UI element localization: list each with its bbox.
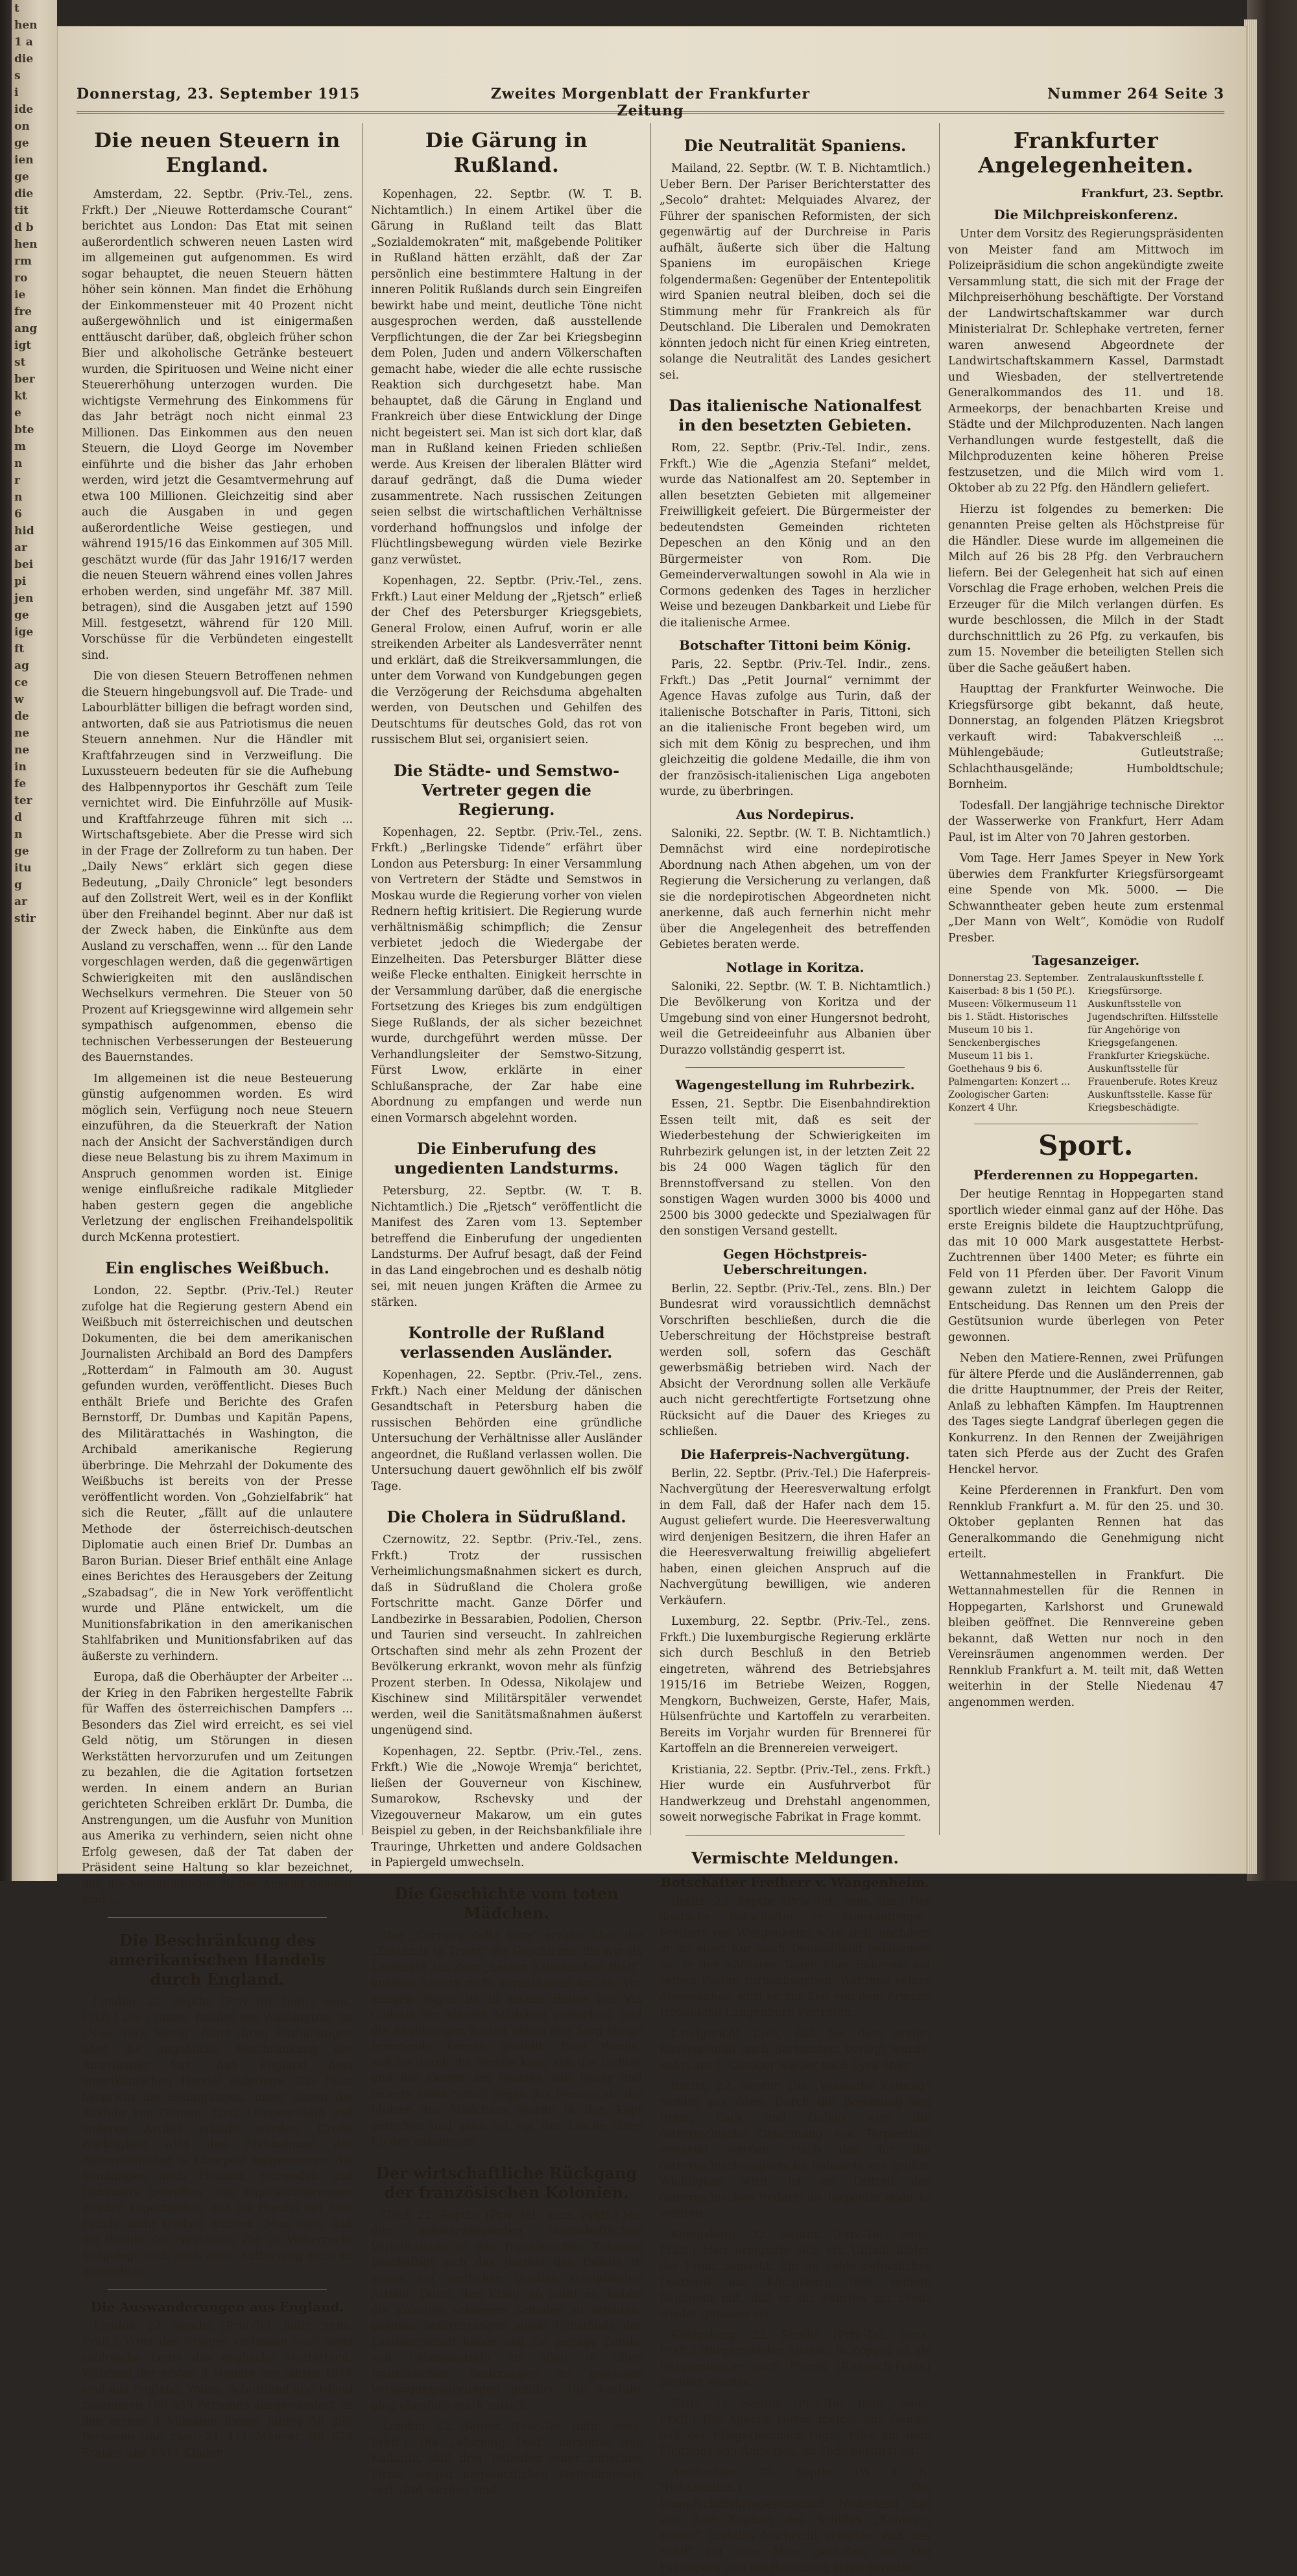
header-date: Donnerstag, 23. September 1915 [77, 86, 360, 102]
column-4 [948, 123, 1224, 1841]
facing-page-fragment: in [12, 759, 57, 775]
facing-page-fragment: ge [12, 169, 57, 185]
article-paragraph: Kopenhagen, 22. Septbr. (Priv.-Tel., zens. Frkft.) „Berlingske Tidende“ erfährt über London aus Petersburg: In einer Versammlung von Vertretern der Städte und Semstwos in Moskau wurde die Regierung vorher von vielen Rednern heftig kritisiert. Die Regierung wurde verhältnismäßig schimpflich; die Zensur verbietet jedoch die Wiedergabe der Einzelheiten. Das Petersburger Blätter diese weiße Flecke enthalten. Einigkeit herrschte in der Versammlung darüber, daß die energische Fortsetzung des Krieges bis zum endgültigen Siege Rußlands, der als sicher bezeichnet wurde, durchgeführt werden müsse. Der Verhandlungsleiter der Semstwo-Sitzung, Fürst Lwow, erklärte in einer Schlußansprache, der Zar habe eine Abordnung zu empfangen und werde nun einen Vormarsch abgelehnt worden. [371, 825, 642, 1127]
article-paragraph: Im allgemeinen ist die neue Besteuerung günstig aufgenommen worden. Es wird möglich sein, Verfügung noch neue Steuern einzuführen, da die Steuerkraft der Nation nach der Ansicht der Sachverständigen durch diese neue Belastung bis zu ihrem Maximum in Anspruch genommen worden ist. Einige wenige einflußreiche radikale Mitglieder haben gestern gegen die angebliche Verletzung der englischen Freihandelspolitik durch McKenna protestiert. [82, 1071, 353, 1246]
headline-french-colonies: Der wirtschaftliche Rückgang der französischen Kolonien. [371, 2164, 642, 2203]
page-header [77, 86, 1224, 113]
headline-milk-price: Die Milchpreiskonferenz. [948, 207, 1224, 222]
article-paragraph: Kopenhagen, 22. Septbr. (W. T. B. Nichtamtlich.) In einem Artikel über die Gärung in Rußland teilt das Blatt „Sozialdemokraten“ mit, maßgebende Politiker in Rußland hätten erzählt, daß der Zar persönlich eine bestimmtere Haltung in der inneren Politik Rußlands durch sein Eingreifen bewirkt habe und meint, deutliche Töne nicht ausgesprochen werden, daß ausstellende Verpflichtungen, die der Zar bei Kriegsbeginn dem Polen, Juden und andern Völkerschaften gemacht habe, wieder die alle echte russische Reaktion sich durchgesetzt habe. Man behauptet, daß die Gärung in England und Frankreich über diese Entwicklung der Dinge nicht begeistert sei. Man ist sich dort klar, daß man in Rußland keinen Frieden schließen werde. Aus Kreisen der liberalen Blätter wird darauf gedrängt, daß die Duma wieder zusammentrete. Nach russischen Zeitungen seien selbst die wirtschaftlichen Verhältnisse vorderhand hoffnungslos und infolge der Flüchtlingsbewegung würden viele Bezirke ganz verwüstet. [371, 187, 642, 568]
headline-italian-national-day: Das italienische Nationalfest in den besetzten Gebieten. [660, 396, 931, 435]
facing-page-fragment: ge [12, 843, 57, 860]
article-paragraph: Berlin, 22. Septbr. (Priv.-Tel., zens. Bln.) Der Bundesrat wird voraussichtlich demnächst Vorschriften beschließen, durch die die Ueberschreitung der Höchstpreise bestraft werden soll, sofern das Geschäft gewerbsmäßig betrieben wird. Nach der Absicht der Verordnung sollen alle Verkäufe auch nicht gerechtfertigte Fortsetzung ohne Rücksicht auf die Dauer des Krieges zu schließen. [660, 1281, 931, 1440]
headline-unrest-russia: Die Gärung in Rußland. [371, 128, 642, 178]
article-paragraph: Hierzu ist folgendes zu bemerken: Die genannten Preise gelten als Höchstpreise für die Händler. Diese wurde im allgemeinen die Milch auf 26 bis 28 Pfg. den Verbrauchern liefern. Bei der Gelegenheit hat sich auf einen Vorschlag die Frage erhoben, welchen Preis die Erzeuger für die Milch verlangen dürfen. Es wurde beschlossen, die Milch in der Stadt durchschnittlich zu 26 Pfg. zu verkaufen, bis zum 15. November die beteiligten Stellen sich über die Sache geäußert haben. [948, 502, 1224, 677]
article-paragraph: Saloniki, 22. Septbr. (W. T. B. Nichtamtlich.) Die Bevölkerung von Koritza und der Umgebung sind von einer Hungersnot bedroht, weil die Getreideeinfuhr aus Albanien über Durazzo vollständig gesperrt ist. [660, 979, 931, 1059]
article-paragraph: Mailand, 22. Septbr. (W. T. B. Nichtamtlich.) Ueber Bern. Der Pariser Berichterstatter des „Secolo“ drahtet: Melquiades Alvarez, der Führer der spanischen Reformisten, der sich gegenwärtig auf der Durchreise in Paris aufhält, äußerte sich über die Haltung Spaniens im europäischen Kriege folgendermaßen: Gegenüber der Ententepolitik wird Spanien neutral bleiben, doch sei die Stimmung mehr für Frankreich als für Deutschland. Die Liberalen und Demokraten könnten jedoch nicht für einen Krieg eintreten, solange die Neutralität des Landes gesichert sei. [660, 161, 931, 383]
facing-page-fragment: w [12, 691, 57, 708]
facing-page-fragment: kt [12, 388, 57, 405]
facing-page-fragment: s [12, 67, 57, 84]
article-paragraph: Keine Pferderennen in Frankfurt. Den vom Rennklub Frankfurt a. M. für den 25. und 30. Oktober geplanten Rennen hat das Generalkommando die Genehmigung nicht erteilt. [948, 1483, 1224, 1563]
facing-page-fragment: die [12, 51, 57, 67]
facing-page-fragment: pi [12, 573, 57, 590]
separator [685, 1835, 905, 1836]
facing-page-fragment: n [12, 455, 57, 472]
headline-american-trade: Die Beschränkung des amerikanischen Handels durch England. [82, 1931, 353, 1989]
facing-page-fragment: n [12, 489, 57, 506]
facing-page-fragment: 6 [12, 506, 57, 523]
facing-page-fragment: r [12, 472, 57, 489]
facing-page-fragment: ber [12, 371, 57, 388]
headline-new-taxes-england: Die neuen Steuern in England. [82, 128, 353, 178]
headline-spain-neutrality: Die Neutralität Spaniens. [660, 136, 931, 156]
column-rule [650, 123, 651, 1835]
facing-page-fragment: ar [12, 539, 57, 556]
headline-cholera: Die Cholera in Südrußland. [371, 1507, 642, 1527]
headline-frankfurt-affairs: Frankfurter Angelegenheiten. [948, 128, 1224, 178]
facing-page-fragment: ang [12, 320, 57, 337]
article-paragraph: Kristiania, 22. Septbr. (Priv.-Tel., zens. Frkft.) Hier wurde ein Ausfuhrverbot für Handwerkzeug und Drehstahl angenommen, soweit norwegische Fabrikat in Frage kommt. [660, 1762, 931, 1826]
facing-page-fragment: ft [12, 641, 57, 657]
article-paragraph: Petersburg, 22. Septbr. (W. T. B. Nichtamtlich.) Die „Rjetsch“ veröffentlicht die Manifest des Zaren vom 13. September betreffend die Einberufung der ungedienten Landsturms. Der Aufruf besagt, daß der Feind in das Land eingebrochen und es deshalb nötig sei, mit neuen jungen Kräften die Armee zu stärken. [371, 1183, 642, 1310]
facing-page-fragment: on [12, 118, 57, 135]
facing-page-fragment: ie [12, 287, 57, 303]
facing-page-fragment: ro [12, 270, 57, 287]
facing-page-fragment: jen [12, 590, 57, 607]
separator [108, 1917, 327, 1918]
article-paragraph: London, 22. Septbr. (Priv.-Tel.) Reuter zufolge hat die Regierung gestern Abend ein Weißbuch mit österreichischen und deutschen Dokumenten, die bei dem amerikanischen Journalisten Archibald an Bord des Dampfers „Rotterdam“ in Falmouth am 30. August gefunden wurden, veröffentlicht. Dieses Buch enthält Briefe und Berichte des Grafen Bernstorff, Dr. Dumbas und Kapitän Papens, des Militärattachés in Washington, die Archibald amerikanische Regierung überbringe. Die Mehrzahl der Dokumente des Weißbuchs ist bereits von der Presse veröffentlicht worden. Von „Gohzielfabrik“ hat sich die Reuter, „fällt auf die unlautere Methode der österreichisch-deutschen Diplomatie auch einen Brief Dr. Dumbas an Baron Burian. Dieser Brief enthält eine Anlage eines Berichtes des Herausgebers der Zeitung „Szabadsag“, die in New York veröffentlicht wurde und Pläne entwickelt, um die Munitionsfabrikation in den amerikanischen Stahlfabriken und Munitionsfabriken auf das äußerste zu verhindern. [82, 1283, 353, 1664]
facing-page-fragment: rm [12, 253, 57, 270]
headline-horse-racing: Pferderennen zu Hoppegarten. [948, 1167, 1224, 1183]
article-paragraph: Königsberg, 22. Septbr. (Priv.-Tel., zens. Frkft.) Bürgermeister Twiesel in Zoppot ist als Bürgermeister nach Plonsk (Russisch-Polen) berufen worden. [660, 2328, 931, 2391]
facing-page-fragment: die [12, 185, 57, 202]
article-paragraph: London, 22. Septbr. (Priv.-Tel. Indir., zens. Frkft.) Trotz des Krieges verlassen noch stets zahlreiche Leute das englische Mutterland. Während der ersten 8 Monate des Jahres 1914 sind aus England, Wales, Schottland und Irland zusammen 160 539 Personen ausgewandert, in den ersten 8 Monaten dieses Jahres 50 398 Personen und zwar 21 411 Männer, 20 673 Frauen und 8314 Kinder. [82, 2319, 353, 2462]
facing-page-fragment: e [12, 405, 57, 421]
facing-page-fragment: de [12, 708, 57, 725]
facing-page-fragment: stir [12, 910, 57, 927]
header-number: Nummer 264 Seite 3 [1047, 86, 1224, 102]
headline-north-epirus: Aus Nordepirus. [660, 807, 931, 822]
article-paragraph: Berlin, 22. Septbr. Die „Vossische Zeitung“ meldet aus Wien: Durch die Besetzung von Brest, Kuck und Dubno wird die österreichische Gewinnung von Terpentinöl erwartet werden. Nach den für die österreichisch-ungarische Industrie von großer Wichtigkeit wird, ist ein Dritteil des österreichischen Bedarfs an Terpentin gedeckt werden. [660, 2079, 931, 2222]
facing-page-fragment: fre [12, 303, 57, 320]
headline-wangenheim: Botschafter Freiherr v. Wangenheim. [660, 1874, 931, 1890]
article-paragraph: Amsterdam, 22. Septbr. (Priv.-Tel., zens. Frkft.) Der „Nieuwe Rotterdamsche Courant“ berichtet aus London: Das Etat mit seinen außerordentlich schweren neuen Lasten wird im allgemeinen gut aufgenommen. Es wird sogar behauptet, die neuen Steuern hätten höher sein können. Man findet die Erhöhung der Einkommensteuer mit 40 Prozent nicht außergewöhnlich und ist einigermaßen enttäuscht darüber, daß, obgleich früher schon Bier und alkoholische Getränke besteuert wurden, die Spirituosen und Weine nicht einer Steuererhöhung unterzogen wurden. Die wichtigste Vermehrung des Einkommens für das Jahr beträgt noch nicht einmal 23 Millionen. Das Einkommen aus den neuen Steuern, die Lloyd George im November einführte und die bisher das Jahr erhoben werden, wird jetzt die Gesamtvermehrung auf etwa 100 Millionen. Gleichzeitig sind aber auch die Ausgaben in und gegen außerordentliche Weise gestiegen, und während 1915/16 das Einkommen auf 305 Mill. geschätzt wurde (für das Jahr 1916/17 werden die neuen Steuern während eines vollen Jahres erhoben werden, sind ungefähr Mf. 387 Mill. betragen), sind die Ausgaben jetzt auf 1590 Mill. festgesetzt, während für 120 Mill. Vorschüsse für die Verbündeten eingestellt sind. [82, 187, 353, 663]
article-paragraph: Paris, 22. Septbr. (Priv.-Tel. Indir., zens. Frkft.) Die Agence Havas meldet aus Genua, daß der Fliegerleutnant Pagis, Pilot auf dem Flugfelde von Ambérieu, zu Tode gestürzt ist. [660, 2396, 931, 2460]
facing-page-fragment: t [12, 0, 57, 17]
article-paragraph: Kopenhagen, 22. Septbr. (Priv.-Tel., zens. Frkft.) Laut einer Meldung der „Rjetsch“ erließ der Chef des Petersburger Kriegsgebiets, General Frolow, einen Aufruf, worin er alle streikenden Arbeiter als Landesverräter nennt und erklärt, daß die Streikversammlungen, die unter dem Vorwand von Kundgebungen gegen die Verzögerung der Reichsduma abgehalten werden, von Deutschen und Gehilfen des Deutschtums für deutsches Gold, das rot von russischem Blut sei, organisiert seien. [371, 573, 642, 748]
headline-tittoni: Botschafter Tittoni beim König. [660, 637, 931, 653]
article-paragraph: Landgericht Lyck, daß bei dem ersten Russeneinfall nach Bartenstein verlegt wurde, kehrt am 1. Oktober wieder nach Lyck über. [660, 2026, 931, 2074]
dateline: Frankfurt, 23. Septbr. [948, 187, 1224, 200]
article-paragraph: Haupttag der Frankfurter Weinwoche. Die Kriegsfürsorge gibt bekannt, daß heute, Donnerstag, an folgenden Plätzen Kriegsbrot verkauft wird: Tabakverschleiß ... Mühlengebäude; Gutleutstraße; Schlachthausgelände; Humboldtschule; Bornheim. [948, 681, 1224, 793]
headline-ruhr-wagons: Wagengestellung im Ruhrbezirk. [660, 1077, 931, 1093]
column-1 [82, 123, 353, 1841]
headline-landsturm: Die Einberufung des ungedienten Landsturms. [371, 1139, 642, 1178]
facing-page-fragment: fe [12, 775, 57, 792]
facing-page-fragment: hen [12, 17, 57, 34]
article-paragraph: Vom Tage. Herr James Speyer in New York überwies dem Frankfurter Kriegsfürsorgeamt eine Spende von Mk. 5000. — Die Schwanntheater geben heute zum erstenmal „Der Mann von Welt“, Komödie von Rudolf Presber. [948, 851, 1224, 946]
facing-page-fragment: bte [12, 421, 57, 438]
facing-page-fragment: ce [12, 674, 57, 691]
facing-page-fragment: g [12, 877, 57, 893]
facing-page-fragment: igt [12, 337, 57, 354]
facing-page-fragment: ide [12, 101, 57, 118]
headline-max-price: Gegen Höchstpreis-Ueberschreitungen. [660, 1246, 931, 1277]
headline-dead-girl: Die Geschichte vom toten Mädchen. [371, 1884, 642, 1923]
column-rule [362, 123, 363, 1835]
article-paragraph: Die von diesen Steuern Betroffenen nehmen die Steuern hingebungsvoll auf. Die Trade- und Labourblätter billigen die befragt worden sind, antworten, daß sie aus Patriotismus die neuen Steuern annehmen. Nur die Händler mit Kraftfahrzeugen sind in Verzweiflung. Die Luxussteuern bedeuten für sie die Aufhebung des Halbpennyportos ihr Geschäft zum Teile vernichtet wird. Die Einfuhrzölle auf Musik- und Kraftfahrzeuge führen mit sich ... Wirtschaftsgebiete. Aber die Presse wird sich in der Frage der Zollreform zu tun haben. Der „Daily News“ erklärt sich gegen diese Bedeutung, „Daily Chronicle“ legt besonders auf den Zollstreit Wert, weil es in der Konflikt über den Freihandel beginnt. Aber nur daß ist der Zweck haben, die Einkünfte aus dem Ausland zu verschaffen, wenn ... für den Lande vorgeschlagen werden, daß die gegenwärtigen Schwierigkeiten mit den ausländischen Wechselkurs vermehren. Die Steuer von 50 Prozent auf Kriegsgewinne wird allgemein sehr sympathisch aufgenommen, ebenso die technischen Verbesserungen der Besteuerung des Bauernstandes. [82, 668, 353, 1066]
daily-listings [948, 972, 1224, 1115]
facing-page-fragment: ige [12, 624, 57, 641]
article-paragraph: Kopenhagen, 22. Septbr. (Priv.-Tel., zens. Frkft.) Nach einer Meldung der dänischen Gesandtschaft in Petersburg haben die russischen Behörden eine gründliche Untersuchung der Verhältnisse aller Ausländer angeordnet, die Rußland verlassen wollen. Die Untersuchung dauert gewöhnlich elf bis zwölf Tage. [371, 1367, 642, 1495]
article-paragraph: Königsberg, 22. Septbr. (Priv.-Tel., zens. Frkft.) Hier ereignete sich ein Unfall, hinter der Front bemerkt. Ein im Felde befindlicher Leutnant aus Königsberg teilt seinem Regiment mit, daß er für Fahrten zur Front wieder genesen sei. [660, 2227, 931, 2322]
facing-page-fragment: d [12, 809, 57, 826]
article-paragraph: Todesfall. Der langjährige technische Direktor der Wasserwerke von Frankfurt, Herr Adam Paul, ist im Alter von 70 Jahren gestorben. [948, 798, 1224, 846]
article-paragraph: Rom, 22. Septbr. (Priv.-Tel. Indir., zens. Frkft.) Wie die „Agenzia Stefani“ meldet, wurde das Nationalfest am 20. September in allen besetzten Gebieten mit allgemeiner Freiwilligkeit gefeiert. Die Bürgermeister der bedeutendsten Gemeinden richteten Depeschen an den König und an den Bürgermeister von Rom. Die Gemeinderverwaltungen sowohl in Ala wie in Cormons gedenken des Tages in herzlicher Weise und bezeugen Dankbarkeit und Liebe für die italienische Armee. [660, 440, 931, 631]
article-paragraph: Unter dem Vorsitz des Regierungspräsidenten von Meister fand am Mittwoch im Polizeipräsidium die schon angekündigte zweite Versammlung statt, die sich mit der Frage der Milchpreiserhöhung beschäftigte. Der Vorstand der Landwirtschaftskammer war durch Ministerialrat Dr. Schlephake vertreten, ferner waren anwesend Abgeordnete der Landwirtschaftskammern Kassel, Darmstadt und Wiesbaden, der stellvertretende Generalkommandos des 11. und 18. Armeekorps, der benachbarten Kreise und Städte und der Milchproduzenten. Nach langen Verhandlungen wurde festgestellt, daß die Milchproduzenten keine höheren Preise festzusetzen, und die Milch wird vom 1. Oktober ab zu 22 Pfg. den Händlern geliefert. [948, 226, 1224, 497]
facing-page-fragment: st [12, 354, 57, 371]
facing-page-fragment: ge [12, 135, 57, 152]
article-paragraph: Europa, daß die Oberhäupter der Arbeiter ... der Krieg in den Fabriken hergestellte Fabrik für Waffen des österreichischen Dampfers ... Besonders das Ziel wird erreicht, es sei viel Geld nötig, um Störungen in diesen Werkstätten hervorzurufen und um Zeitungen zu bezahlen, die die Agitation fortsetzen werden. In einem andern an Burian gerichteten Schreiben erklärt Dr. Dumba, die Anstrengungen, um die Ausfuhr von Munition aus Amerika zu verhindern, seien nicht ohne Erfolg gewesen, daß der Tat daben der Präsident seine Haltung so klar bezeichnet, daß die Verhandlungen zu der Ansicht gelangt sind ... [82, 1670, 353, 1908]
column-2 [371, 123, 642, 1841]
headline-sport: Sport. [948, 1133, 1224, 1158]
article-paragraph: Der heutige Renntag in Hoppegarten stand sportlich wieder einmal ganz auf der Höhe. Das erste Ereignis bildete die Hauptzuchtprüfung, das mit 10 000 Mark ausgestattete Herbst-Zuchtrennen über 1400 Meter; es führte ein Feld von 11 Pferden über. Der Favorit Vinum gewann zuletzt in leichtem Galopp die Entscheidung. Das Rennen um den Preis der Gestütsunion wurde überlegen von Peter gewonnen. [948, 1187, 1224, 1345]
article-paragraph: Luxemburg, 22. Septbr. (Priv.-Tel., zens. Frkft.) Die luxemburgische Regierung erklärte sich durch Beschluß in den Betrieb eingetreten, während des Betriebsjahres 1915/16 im Betriebe Weizen, Roggen, Mengkorn, Buchweizen, Gerste, Hafer, Mais, Hülsenfrüchte und Kartoffeln zu verarbeiten. Bereits im Vorjahr wurden für Brennerei für Kartoffeln an die Brennereien verweigert. [660, 1614, 931, 1757]
facing-page-fragment: hid [12, 523, 57, 539]
separator [685, 1067, 905, 1068]
article-paragraph: London, 22. Septbr. (Priv.-Tel. Indir., zens. Frkft.) Die „Morning Post“ berichtet aus Kalkutta, daß drei Teilhaber einer indischen Firma wegen ungesetzlichen Waffenhandels verhaftet worden sind. [371, 2419, 642, 2499]
article-paragraph: Berlin, 22. Septbr. (Priv.-Tel., zens. Bln.) Der deutsche Botschafter in Konstantinopel, Freiherr von Wangenheim, wird sich, nachdem er zu einer Kur nach Deutschland gekommen ist, in den nächsten Tagen über Bukarest auf seinen Posten zurückbegeben. Während seiner Abwesenheit wird er, zur Zeit von dem Prinzen Hohenlohe-Langenburg vertreten. [660, 1894, 931, 2021]
article-paragraph: Paris, 22. Septbr. (Priv.-Tel. Indir., zens. Frkft.) Das „Petit Journal“ vernimmt der Agence Havas zufolge aus Turin, daß der italienische Botschafter in Paris, Tittoni, sich an die italienische Front begeben wird, um sich mit dem König zu besprechen, und ihm gleichzeitig die goldene Medaille, die ihm von der französisch-italienischen Liga angeboten wurde, zu überbringen. [660, 657, 931, 800]
headline-foreigners-control: Kontrolle der Rußland verlassenden Ausländer. [371, 1323, 642, 1362]
facing-page-fragment: ag [12, 657, 57, 674]
facing-page-fragment: ne [12, 742, 57, 759]
facing-page-fragment: 1 a [12, 34, 57, 51]
article-paragraph: Amsterdam, 22. Septbr. (W. T. B. Nichtamtlich.) Die Dampfschiffahrtsgesellschaft Nederland hat von dem Kapitän des Schiffes „Koningin Emma“ drahtlos Nachricht erhalten, daß das Schiff auf eine Mine gestoßen sei. Die Passagiere und die Besatzung seien gerettet. [660, 2465, 931, 2576]
header-title: Zweites Morgenblatt der Frankfurter Zeitung [469, 86, 832, 119]
article-paragraph: Saloniki, 22. Septbr. (W. T. B. Nichtamtlich.) Demnächst wird eine nordepirotische Abordnung nach Athen abgehen, um von der Regierung die Versicherung zu verlangen, daß sie die nordepirotischen Abgeordneten nicht anerkenne, daß auch fernerhin nicht mehr über die Angelegenheit des betreffenden Gebietes beraten werde. [660, 826, 931, 953]
newspaper-page [57, 26, 1247, 1874]
headline-cities-semstwo: Die Städte- und Semstwo-Vertreter gegen die Regierung. [371, 761, 642, 820]
facing-page-fragment: n [12, 826, 57, 843]
article-paragraph: London, 22. Septbr. (Priv.-Tel. Indir., zens. Frkft.) Die „Times“ meldet aus Washington: Im „New York World“ führt ihren Enthüllungen über die angebliche Beschränkung der Amerikaner fort, daß England dem amerikanischen Handel auferlege. Das Blatt bespricht die Bedingungen, unter denen die Ausfuhr von Gummi, Zinn, Düngemitteln und anderen Artikel erlaubt werden. Große Wichtigkeit wird den Maßnahmen der Baumwollfelder in Liverpool beigemessen, die Sendungen nach Holland, Schweden und Dänemark betreffen. Die Kapitaläußerungen werden zugestanden, daß sie Handel mit dem Feinde nicht treiben würden. Man sagt, daß die Rechte der Neutralen, die im Völkerrecht festgelegt sind, nach einer Auffassung nicht zu missachten. [82, 1994, 353, 2280]
article-paragraph: Neben den Matiere-Rennen, zwei Prüfungen für ältere Pferde und die Ausländerrennen, gab die dritte Hauptnummer, der Preis der Reiter, Anlaß zu lebhaften Kämpfen. Im Hauptrennen des Tages siegte Landgraf überlegen gegen die Konkurrenz. In den Rennen der Zweijährigen taten sich Pferde aus der Zucht des Grafen Henckel hervor. [948, 1351, 1224, 1478]
facing-page-fragment: ne [12, 725, 57, 742]
article-paragraph: Kopenhagen, 22. Septbr. (Priv.-Tel., zens. Frkft.) Wie die „Nowoje Wremja“ berichtet, ließen der Gouverneur von Kischinew, Sumarokow, Rschevsky und der Vizegouverneur Makarow, um ein gutes Beispiel zu geben, in der Reichsbankfiliale ihre Trauringe, Uhrketten und andere Goldsachen in Papiergeld umwechseln. [371, 1744, 642, 1871]
listings-left: Donnerstag 23. September. Kaiserbad: 8 bis 1 (50 Pf.). Museen: Völkermuseum 11 bis 1. Städt. Historisches Museum 10 bis 1. Senckenbergisches Museum 11 bis 1. Goethehaus 9 bis 6. Palmengarten: Konzert ... Zoologischer Garten: Konzert 4 Uhr. [948, 972, 1084, 1115]
article-paragraph: Der „Corriere della Sera“ erzählt über die „Zustände in Trient“ die Geschichte, die wir als Leseblüte aus dem „besten italienischen Blatt“ unseren Lesern nicht vorenthalten wollen: Vor einigen Tagen ist in einem Hause bei Via Calloria ein kleines Mädchen gestorben, und die Angehörigen hatten neben den Sarg einige brennende Kerzen gestellt. Eine Woche, welche durch die Straße kam, sah die Lichter und die Kerzen am Fenster, sah Feuer und feuerte einen Schuß gegen das Fenster ab, die Mutter des Mädchens wurde in den Kopf getroffen und sank tot vor der Leiche ihres Kindes zusammen. [371, 1928, 642, 2151]
headline-white-book: Ein englisches Weißbuch. [82, 1258, 353, 1278]
facing-page-fragment: i [12, 84, 57, 101]
headline-koritza: Notlage in Koritza. [660, 960, 931, 975]
article-paragraph: Genf, 22. Septbr. (Priv.-Tel., zens. Frkft.) Mit den schwerwiegenden wirtschaftlichen Verhältnissen in den französischen Kolonien beschäftigt sich das Journal des Débats in einem auf amtlichen Quellen schöpfenden Artikel. Durch den Krieg, so heißt es, haben die Kolonien schweren Schaden zu erleiden; gewisse befürchtungen sowie Mißstände der Landwirtschaft haben und die geringe Zufuhr von Lebensmitteln zu allen in allen französischen Besitzungen zu gewissen Versorgungsstörungen geführt. Die Ausfuhr ging ebenfalls stark zurück. [371, 2208, 642, 2415]
facing-page-fragment: tit [12, 202, 57, 219]
facing-page-fragment: hen [12, 236, 57, 253]
facing-page-fragment: bei [12, 556, 57, 573]
facing-page-fragment: itu [12, 860, 57, 877]
article-paragraph: Czernowitz, 22. Septbr. (Priv.-Tel., zens. Frkft.) Trotz der russischen Verheimlichungsmaßnahmen sickert es durch, daß in Südrußland die Cholera große Fortschritte macht. Ganze Dörfer und Landbezirke in Bessarabien, Podolien, Cherson und Taurien sind verseucht. In zahlreichen Ortschaften sind mehr als zehn Prozent der Bevölkerung erkrankt, wovon mehr als fünfzig Prozent sterben. In Odessa, Nikolajew und Kischinew sind Militärspitäler verwendet werden, weil die Sanitätsmaßnahmen äußerst ungenügend sind. [371, 1532, 642, 1739]
facing-page-fragment: ge [12, 607, 57, 624]
article-paragraph: Berlin, 22. Septbr. (Priv.-Tel.) Die Haferpreis-Nachvergütung der Heeresverwaltung erfolgt in dem Fall, daß der Hafer nach dem 15. August geliefert wurde. Die Heeresverwaltung wird denjenigen Besitzern, die ihren Hafer an die Heeresverwaltung freiwillig abgeliefert haben, einen gleichen Anspruch auf die Nachvergütung bewilligen, wie anderen Verkäufern. [660, 1466, 931, 1609]
facing-page-fragment: ter [12, 792, 57, 809]
facing-page-fragment: d b [12, 219, 57, 236]
facing-page-fragment: ien [12, 152, 57, 169]
headline-miscellaneous: Vermischte Meldungen. [660, 1849, 931, 1868]
headline-daily-listings: Tagesanzeiger. [948, 952, 1224, 968]
facing-page-fragment: ar [12, 893, 57, 910]
facing-page-edge [12, 0, 57, 1881]
column-3 [660, 123, 931, 1841]
headline-oats-price: Die Haferpreis-Nachvergütung. [660, 1447, 931, 1462]
article-paragraph: Essen, 21. Septbr. Die Eisenbahndirektion Essen teilt mit, daß es seit der Wiederbestehung der Schwierigkeiten im Ruhrbezirk gelungen ist, in der letzten Zeit 22 bis 24 000 Wagen täglich für den Brennstoffversand zu stellen. Von den sonstigen Wagen wurden 3000 bis 4000 und 2500 bis 3000 gedeckte und Spezialwagen für den sonstigen Versand gestellt. [660, 1096, 931, 1240]
headline-emigration: Die Auswanderungen aus England. [82, 2299, 353, 2315]
listings-right: Zentralauskunftsstelle f. Kriegsfürsorge. Auskunftsstelle von Jugendschriften. Hilfsstelle für Angehörige von Kriegsgefangenen. Frankfurter Kriegsküche. Auskunftsstelle für Frauenberufe. Rotes Kreuz Auskunftsstelle. Kasse für Kriegsbeschädigte. [1088, 972, 1224, 1115]
facing-page-fragment: m [12, 438, 57, 455]
article-paragraph: Wettannahmestellen in Frankfurt. Die Wettannahmestellen für die Rennen in Hoppegarten, Karlshorst und Grunewald bleiben geöffnet. Die Rennvereine geben bekannt, daß Wetten nur noch in den Vereinsräumen angenommen werden. Der Rennklub Frankfurt a. M. teilt mit, daß Wetten weiterhin in der Stelle Niedenau 47 angenommen werden. [948, 1568, 1224, 1711]
column-rule [939, 123, 940, 1835]
separator [108, 2289, 327, 2290]
